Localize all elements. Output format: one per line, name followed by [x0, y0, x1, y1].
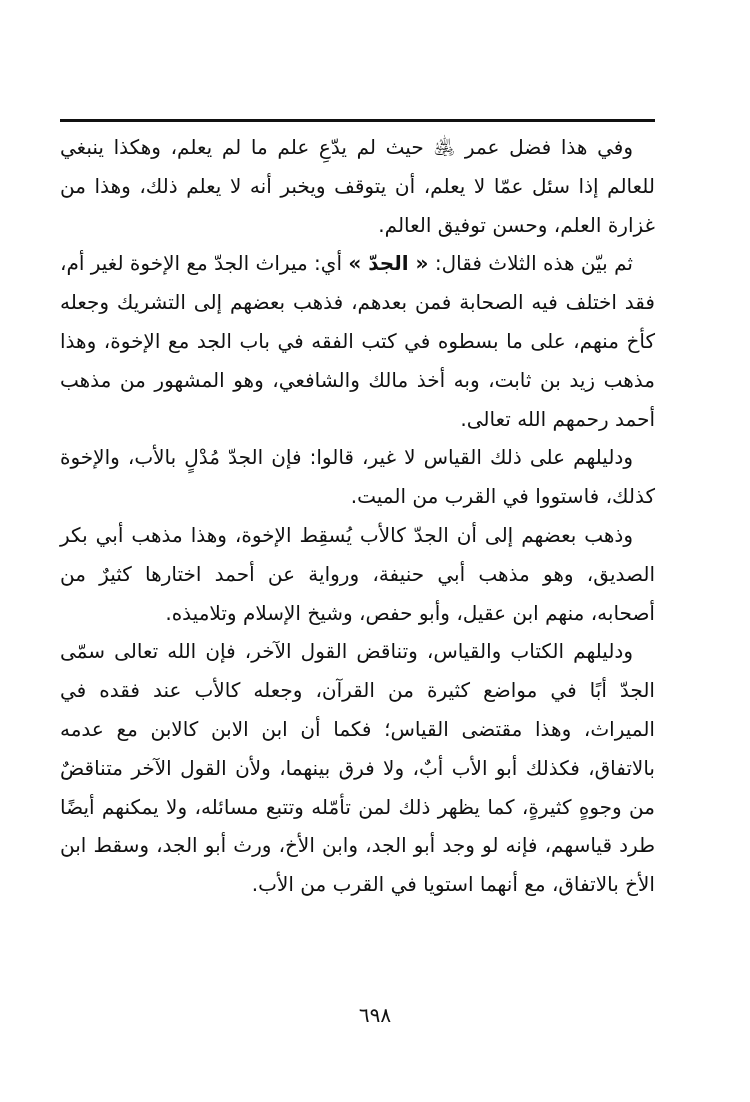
- emphasis-term: « الجدّ »: [348, 251, 429, 276]
- paragraph-2: ثم بيّن هذه الثلاث فقال: « الجدّ » أي: ميراث الجدّ مع الإخوة لغير أم، فقد اختلف فيه الصحابة فمن بعدهم، فذهب بعضهم إلى التشريك وجعله كأخ منهم، على ما بسطوه في كتب الفقه في باب الجد مع الإخوة، وهذا مذهب زيد بن ثابت، وبه أخذ مالك والشافعي، وهو المشهور من مذهب أحمد رحمهم الله تعالى.: [59, 251, 655, 431]
- body-text: [60, 128, 655, 904]
- page-number: ٦٩٨: [358, 1003, 392, 1027]
- paragraph-3: ودليلهم على ذلك القياس لا غير، قالوا: فإن الجدّ مُدْلٍ بالأب، والإخوة كذلك، فاستووا في القرب من الميت.: [60, 445, 655, 509]
- top-rule: [60, 119, 655, 122]
- paragraph-5: ودليلهم الكتاب والقياس، وتناقض القول الآخر، فإن الله تعالى سمّى الجدّ أبًا في مواضع كثيرة من القرآن، وجعله كالأب عند فقده في الميراث، وهذا مقتضى القياس؛ فكما أن ابن الابن كالابن مع عدمه بالاتفاق، فكذلك أبو الأب أبٌ، ولا فرق بينهما، ولأن القول الآخر متناقضٌ من وجوهٍ كثيرةٍ، كما يظهر ذلك لمن تأمّله وتتبع مسائله، ولا يمكنهم أيضًا طرد قياسهم، فإنه لو وجد أبو الجد، وابن الأخ، ورث أبو الجد، وسقط ابن الأخ بالاتفاق، مع أنهما استويا في القرب من الأب.: [60, 639, 655, 897]
- paragraph-4: وذهب بعضهم إلى أن الجدّ كالأب يُسقِط الإخوة، وهذا مذهب أبي بكر الصديق، وهو مذهب أبي حنيفة، ورواية عن أحمد اختارها كثيرٌ من أصحابه، منهم ابن عقيل، وأبو حفص، وشيخ الإسلام وتلاميذه.: [60, 522, 655, 625]
- paragraph-1: وفي هذا فضل عمر ﵁ حيث لم يدّعِ علم ما لم يعلم، وهكذا ينبغي للعالم إذا سئل عمّا لا يعلم، أن يتوقف ويخبر أنه لا يعلم ذلك، وهذا من غزارة العلم، وحسن توفيق العالم.: [60, 135, 655, 237]
